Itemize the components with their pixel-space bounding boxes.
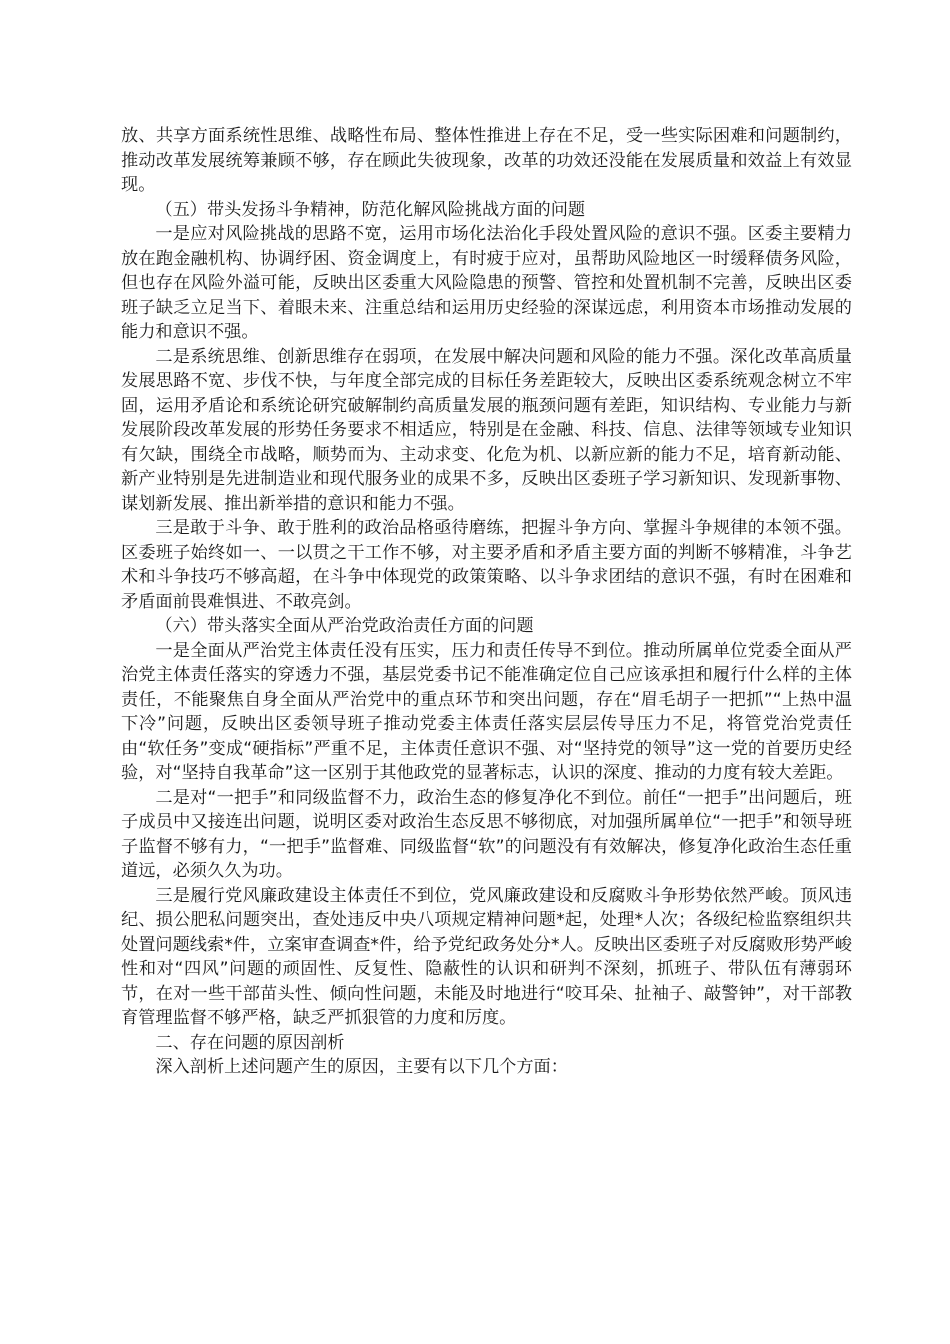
- paragraph: 一是全面从严治党主体责任没有压实，压力和责任传导不到位。推动所属单位党委全面从严治党主体责任落实的穿透力不强，基层党委书记不能准确定位自己应该承担和履行什么样的主体责任，不能聚焦自身全面从严治党中的重点环节和突出问题，存在“眉毛胡子一把抓”“上热中温下冷”问题，反映出区委领导班子推动党委主体责任落实层层传导压力不足，将管党治党责任由“软任务”变成“硬指标”严重不足，主体责任意识不强、对“坚持党的领导”这一党的首要历史经验，对“坚持自我革命”这一区别于其他政党的显著标志，认识的深度、推动的力度有较大差距。: [121, 640, 852, 783]
- paragraph: 三是敢于斗争、敢于胜利的政治品格亟待磨练，把握斗争方向、掌握斗争规律的本领不强。区委班子始终如一、一以贯之干工作不够，对主要矛盾和矛盾主要方面的判断不够精准，斗争艺术和斗争技巧不够高超，在斗争中体现党的政策策略、以斗争求团结的意识不强，有时在困难和矛盾面前畏难惧进、不敢亮剑。: [121, 518, 852, 612]
- paragraph: 深入剖析上述问题产生的原因，主要有以下几个方面：: [155, 1057, 568, 1077]
- section-heading-five: （五）带头发扬斗争精神，防范化解风险挑战方面的问题: [155, 199, 586, 220]
- paragraph: 二是系统思维、创新思维存在弱项，在发展中解决问题和风险的能力不强。深化改革高质量发展思路不宽、步伐不快，与年度全部完成的目标任务差距较大，反映出区委系统观念树立不牢固，运用矛盾论和系统论研究破解制约高质量发展的瓶颈问题有差距，知识结构、专业能力与新发展阶段改革发展的形势任务要求不相适应，特别是在金融、科技、信息、法律等领域专业知识有欠缺，围绕全市战略，顺势而为、主动求变、化危为机、以新应新的能力不足，培育新动能、新产业特别是先进制造业和现代服务业的成果不多，反映出区委班子学习新知识、发现新事物、谋划新发展、推出新举措的意识和能力不强。: [121, 346, 852, 514]
- paragraph: 一是应对风险挑战的思路不宽，运用市场化法治化手段处置风险的意识不强。区委主要精力放在跑金融机构、协调纾困、资金调度上，有时疲于应对，虽帮助风险地区一时缓释债务风险，但也存在风险外溢可能，反映出区委重大风险隐患的预警、管控和处置机制不完善，反映出区委班子缺乏立足当下、着眼未来、注重总结和运用历史经验的深谋远虑，利用资本市场推动发展的能力和意识不强。: [121, 224, 852, 342]
- paragraph-continuation: 放、共享方面系统性思维、战略性布局、整体性推进上存在不足，受一些实际困难和问题制约，推动改革发展统筹兼顾不够，存在顾此失彼现象，改革的功效还没能在发展质量和效益上有效显现。: [121, 126, 852, 195]
- section-heading-cause-analysis: 二、存在问题的原因剖析: [155, 1032, 345, 1053]
- document-page: [121, 124, 852, 1080]
- section-heading-six: （六）带头落实全面从严治党政治责任方面的问题: [155, 616, 534, 636]
- paragraph: 二是对“一把手”和同级监督不力，政治生态的修复净化不到位。前任“一把手”出问题后，班子成员中又接连出问题，说明区委对政治生态反思不够彻底，对加强所属单位“一把手”和领导班子监督不够有力，“一把手”监督难、同级监督“软”的问题没有有效解决，修复净化政治生态任重道远，必须久久为功。: [121, 787, 852, 881]
- paragraph: 三是履行党风廉政建设主体责任不到位，党风廉政建设和反腐败斗争形势依然严峻。顶风违纪、损公肥私问题突出，查处违反中央八项规定精神问题*起，处理*人次；各级纪检监察组织共处置问题线索*件，立案审查调查*件，给予党纪政务处分*人。反映出区委班子对反腐败形势严峻性和对“四风”问题的顽固性、反复性、隐蔽性的认识和研判不深刻，抓班子、带队伍有薄弱环节，在对一些干部苗头性、倾向性问题，未能及时地进行“咬耳朵、扯袖子、敲警钟”，对干部教育管理监督不够严格，缺乏严抓狠管的力度和厉度。: [121, 885, 852, 1028]
